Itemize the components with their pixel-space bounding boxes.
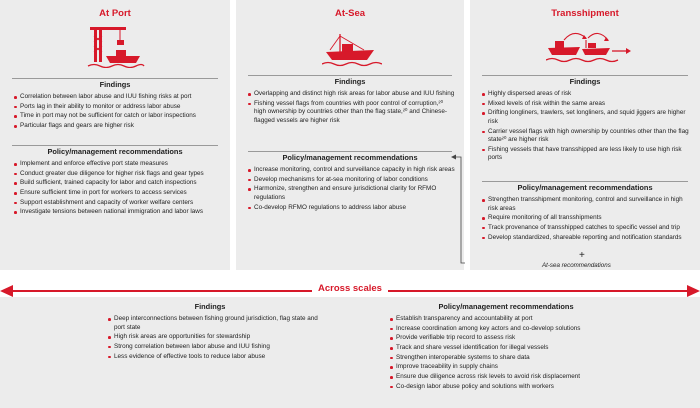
- panel-at-port: [0, 0, 230, 270]
- findings-list: [248, 90, 456, 126]
- findings-heading: Findings: [194, 302, 226, 311]
- list-item: Strong correlation between labor abuse and IUU fishing: [108, 343, 320, 352]
- list-item: Time in port may not be sufficient for catch or labor inspections: [14, 112, 224, 121]
- list-item: Co-design labor abuse policy and solutions with workers: [390, 383, 640, 392]
- policy-heading: Policy/management recommendations: [517, 183, 653, 192]
- list-item: Conduct greater due diligence for higher risk flags and gear types: [14, 170, 226, 179]
- list-item: Improve traceability in supply chains: [390, 363, 640, 372]
- panel-transshipment: [470, 0, 700, 270]
- list-item: Particular flags and gears are higher risk: [14, 122, 224, 131]
- plus-sign: +: [579, 250, 585, 261]
- list-item: Drifting longliners, trawlers, set longliners, and squid jiggers are higher risk: [482, 109, 694, 126]
- list-item: Develop mechanisms for at-sea monitoring of labor conditions: [248, 176, 456, 185]
- divider: [482, 181, 688, 182]
- list-item: Correlation between labor abuse and IUU fishing risks at port: [14, 93, 224, 102]
- policy-heading: Policy/management recommendations: [282, 153, 418, 162]
- list-item: Track and share vessel identification for illegal vessels: [390, 344, 640, 353]
- divider: [12, 78, 218, 79]
- divider: [12, 145, 218, 146]
- list-item: Mixed levels of risk within the same areas: [482, 100, 694, 109]
- list-item: Support establishment and capacity of worker welfare centers: [14, 199, 226, 208]
- findings-heading: Findings: [99, 80, 131, 89]
- at-sea-recommendations-note: At-sea recommendations: [542, 262, 611, 269]
- list-item: Fishing vessels that have transshipped are less likely to use high risk ports: [482, 146, 694, 163]
- connector-arrow: [450, 150, 470, 270]
- list-item: Build sufficient, trained capacity for labor and catch inspections: [14, 179, 226, 188]
- divider: [248, 75, 452, 76]
- list-item: Ensure due diligence across risk levels to avoid risk displacement: [390, 373, 640, 382]
- list-item: Co-develop RFMO regulations to address labor abuse: [248, 204, 456, 213]
- list-item: High risk areas are opportunities for stewardship: [108, 333, 320, 342]
- list-item: Require monitoring of all transshipments: [482, 214, 694, 223]
- panel-title: Transshipment: [551, 8, 619, 19]
- across-scales-title: Across scales: [318, 283, 382, 294]
- findings-list: [14, 93, 224, 132]
- policy-list: [14, 160, 226, 218]
- findings-heading: Findings: [334, 77, 366, 86]
- fishing-vessel-icon: [322, 32, 382, 68]
- list-item: Establish transparency and accountability at port: [390, 315, 640, 324]
- list-item: Deep interconnections between fishing ground jurisdiction, flag state and port state: [108, 315, 320, 332]
- policy-list: [482, 196, 694, 243]
- list-item: Highly dispersed areas of risk: [482, 90, 694, 99]
- transshipment-vessels-icon: [546, 26, 632, 66]
- list-item: Carrier vessel flags with high ownership by countries other than the flag state²⁰ are higher risk: [482, 128, 694, 145]
- list-item: Overlapping and distinct high risk areas for labor abuse and IUU fishing: [248, 90, 456, 99]
- panel-title: At-Sea: [334, 8, 366, 19]
- port-crane-ship-icon: [86, 22, 146, 68]
- list-item: Strengthen transshipment monitoring, control and surveillance in high risk areas: [482, 196, 694, 213]
- list-item: Less evidence of effective tools to reduce labor abuse: [108, 353, 320, 362]
- panel-title: At Port: [99, 8, 131, 19]
- list-item: Increase coordination among key actors and co-develop solutions: [390, 325, 640, 334]
- list-item: Ports lag in their ability to monitor or address labor abuse: [14, 103, 224, 112]
- list-item: Fishing vessel flags from countries with poor control of corruption,²⁰ high ownership by countries other than the flag state,²⁰ and Chinese-flagged vessels are higher risk: [248, 100, 456, 126]
- panel-at-sea: [236, 0, 464, 270]
- policy-list: [248, 166, 456, 213]
- findings-list: [482, 90, 694, 164]
- findings-list: [108, 315, 320, 362]
- policy-heading: Policy/management recommendations: [438, 302, 574, 311]
- policy-heading: Policy/management recommendations: [47, 147, 183, 156]
- divider: [248, 151, 452, 152]
- list-item: Track provenance of transshipped catches to specific vessel and trip: [482, 224, 694, 233]
- list-item: Provide verifiable trip record to assess risk: [390, 334, 640, 343]
- list-item: Harmonize, strengthen and ensure jurisdictional clarity for RFMO regulations: [248, 185, 456, 202]
- findings-heading: Findings: [569, 77, 601, 86]
- list-item: Implement and enforce effective port state measures: [14, 160, 226, 169]
- list-item: Investigate tensions between national immigration and labor laws: [14, 208, 226, 217]
- list-item: Strengthen interoperable systems to share data: [390, 354, 640, 363]
- list-item: Increase monitoring, control and surveillance capacity in high risk areas: [248, 166, 456, 175]
- list-item: Develop standardized, shareable reporting and notification standards: [482, 234, 694, 243]
- list-item: Ensure sufficient time in port for workers to access services: [14, 189, 226, 198]
- policy-list: [390, 315, 640, 393]
- divider: [482, 75, 688, 76]
